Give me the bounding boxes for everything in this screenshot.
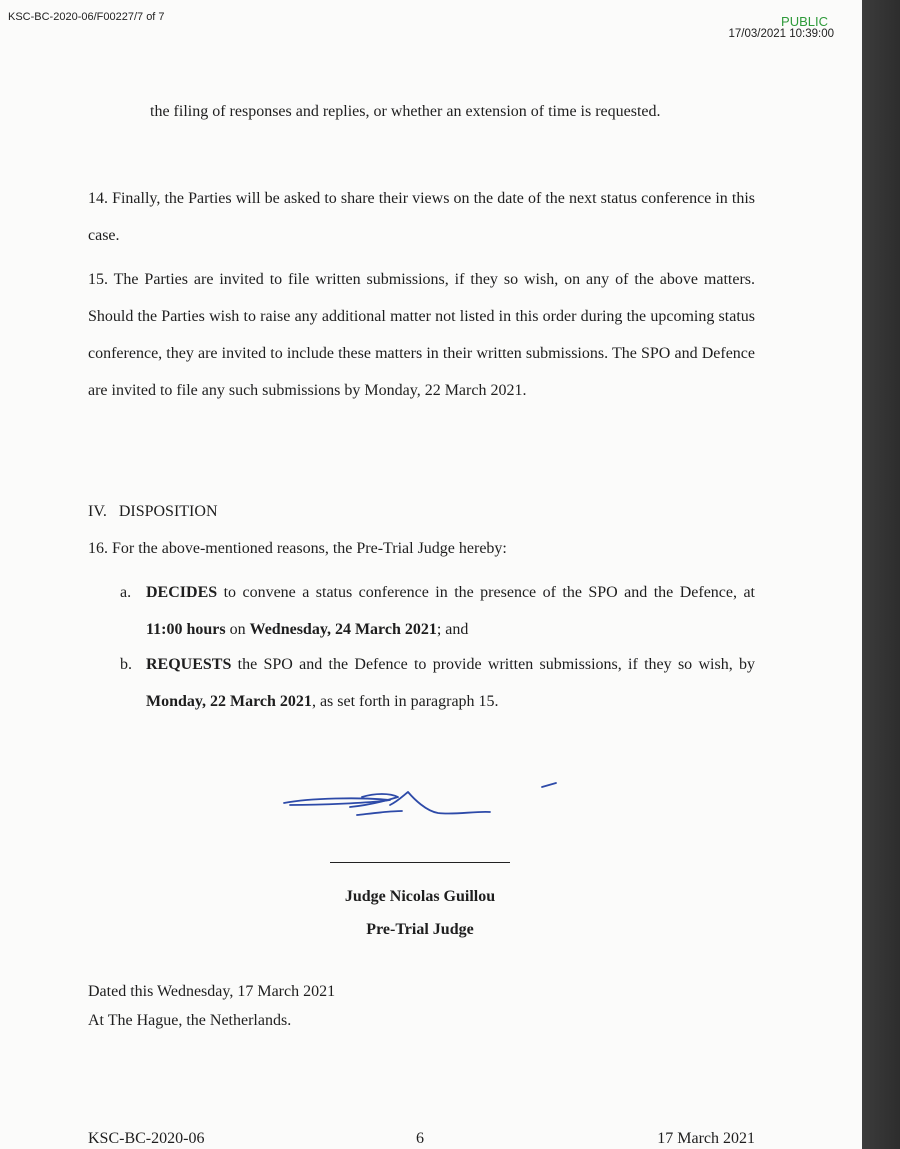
- footer-case-number: KSC-BC-2020-06: [88, 1130, 205, 1147]
- paragraph-16: 16. For the above-mentioned reasons, the Pre-Trial Judge hereby:: [88, 540, 507, 557]
- judge-name: Judge Nicolas Guillou: [344, 888, 496, 905]
- conference-time: 11:00 hours: [146, 621, 226, 638]
- location-line: At The Hague, the Netherlands.: [88, 1012, 292, 1029]
- disposition-item-a: DECIDES to convene a status conference in the presence of the SPO and the Defence, at 11:00 hours on Wednesday, 24 March 2021; and: [146, 584, 755, 638]
- list-marker-b: b.: [120, 656, 132, 673]
- dated-line: Dated this Wednesday, 17 March 2021: [88, 983, 336, 1000]
- conference-date: Wednesday, 24 March 2021: [249, 621, 437, 638]
- viewer-scrollbar[interactable]: [862, 0, 900, 1149]
- filing-stamp: [728, 15, 834, 41]
- paragraph-14: 14. Finally, the Parties will be asked to share their views on the date of the next status conference in this case.: [88, 190, 755, 244]
- decides-verb: DECIDES: [146, 584, 218, 601]
- signature-line: [330, 862, 510, 863]
- requests-verb: REQUESTS: [146, 656, 232, 673]
- footer-date: 17 March 2021: [657, 1130, 755, 1147]
- submission-deadline: Monday, 22 March 2021: [146, 693, 312, 710]
- handwritten-signature: [280, 775, 570, 825]
- disposition-item-b: REQUESTS the SPO and the Defence to provide written submissions, if they so wish, by Monday, 22 March 2021, as set forth in paragraph 15.: [146, 656, 755, 710]
- list-marker-a: a.: [120, 584, 132, 601]
- paragraph-13-continued: the filing of responses and replies, or whether an extension of time is requested.: [150, 103, 661, 120]
- classification-label: PUBLIC: [781, 14, 828, 29]
- footer-page-number: 6: [416, 1130, 424, 1147]
- filing-timestamp: 17/03/2021 10:39:00: [728, 28, 834, 40]
- judge-title: Pre-Trial Judge: [366, 921, 474, 938]
- paragraph-15: 15. The Parties are invited to file written submissions, if they so wish, on any of the above matters. Should the Parties wish to raise any additional matter not listed in this order during the upcoming status conference, they are invited to include these matters in their written submissions. The SPO and Defence are invited to file any such submissions by Monday, 22 March 2021.: [88, 271, 755, 399]
- document-reference: KSC-BC-2020-06/F00227/7 of 7: [8, 11, 165, 23]
- section-heading-disposition: IV. DISPOSITION: [88, 503, 218, 520]
